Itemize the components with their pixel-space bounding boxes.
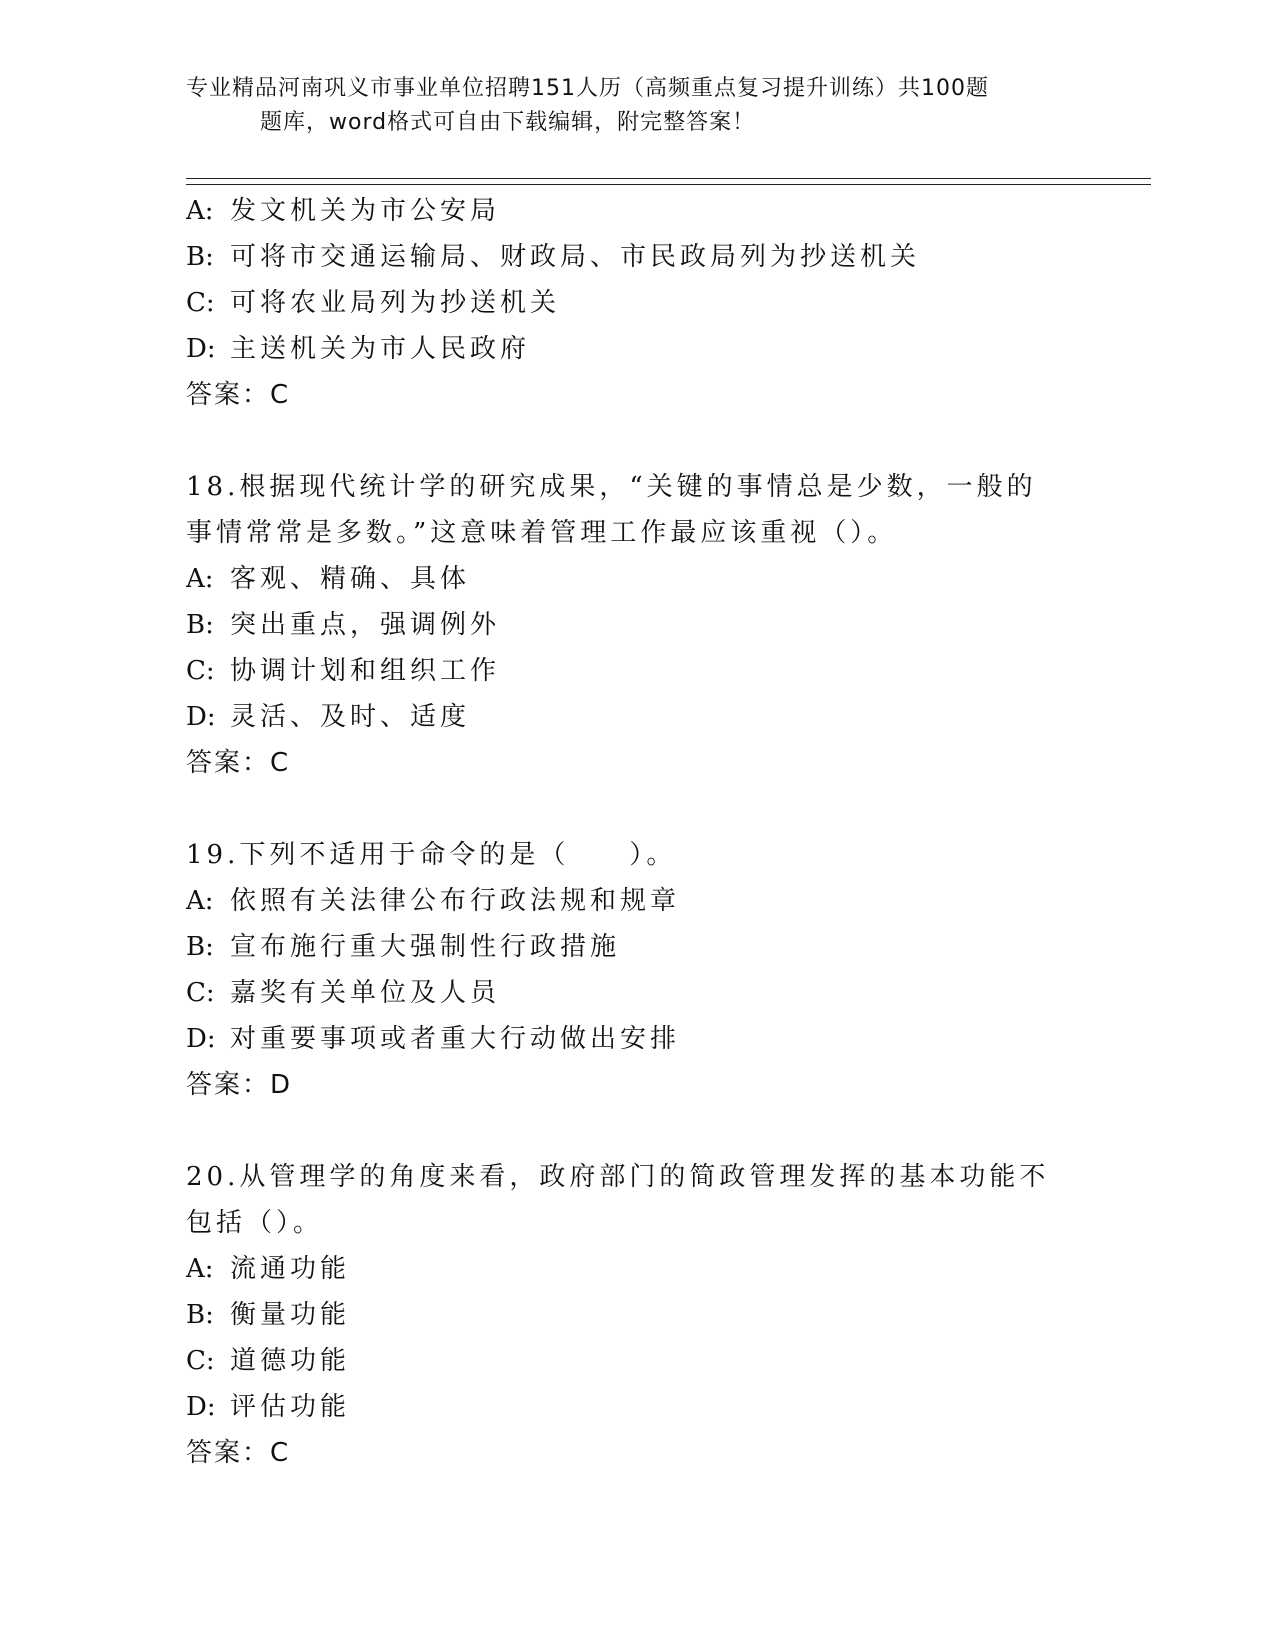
option-key: C: xyxy=(186,656,215,686)
option-key: C: xyxy=(186,1346,215,1376)
option-key: D: xyxy=(186,1392,216,1422)
option-text: 嘉奖有关单位及人员 xyxy=(230,978,501,1008)
option-c xyxy=(186,280,1086,326)
option-d xyxy=(186,326,1086,372)
option-d xyxy=(186,1384,1086,1430)
question-list xyxy=(186,188,1086,1476)
option-key: C: xyxy=(186,978,215,1008)
question-stem: 20.从管理学的角度来看，政府部门的简政管理发挥的基本功能不包括（）。 xyxy=(186,1162,1050,1238)
option-key: A: xyxy=(186,1254,214,1284)
answer-line: 答案：C xyxy=(186,1438,291,1468)
option-c xyxy=(186,1338,1086,1384)
option-c xyxy=(186,648,1086,694)
option-b xyxy=(186,602,1086,648)
option-text: 宣布施行重大强制性行政措施 xyxy=(230,932,621,962)
option-key: D: xyxy=(186,1024,216,1054)
option-text: 衡量功能 xyxy=(230,1300,351,1330)
option-c xyxy=(186,970,1086,1016)
option-a xyxy=(186,188,1086,234)
option-key: A: xyxy=(186,564,214,594)
option-key: B: xyxy=(186,610,214,640)
option-a xyxy=(186,1246,1086,1292)
option-b xyxy=(186,924,1086,970)
header-divider-bottom xyxy=(186,184,1151,185)
question-17-continued xyxy=(186,188,1086,418)
option-text: 主送机关为市人民政府 xyxy=(230,334,531,364)
option-text: 发文机关为市公安局 xyxy=(230,196,501,226)
option-b xyxy=(186,234,1086,280)
header-title-line-1: 专业精品河南巩义市事业单位招聘151人历（高频重点复习提升训练）共100题 xyxy=(186,76,989,101)
option-text: 客观、精确、具体 xyxy=(230,564,471,594)
option-text: 评估功能 xyxy=(230,1392,351,1422)
option-text: 流通功能 xyxy=(230,1254,351,1284)
answer-line: 答案：D xyxy=(186,1070,293,1100)
document-header xyxy=(186,72,1066,140)
question-stem: 18.根据现代统计学的研究成果，“关键的事情总是少数，一般的事情常常是多数。”这意味着管理工作最应该重视（）。 xyxy=(186,472,1037,548)
answer-line: 答案：C xyxy=(186,748,291,778)
option-text: 可将市交通运输局、财政局、市民政局列为抄送机关 xyxy=(230,242,921,272)
option-text: 对重要事项或者重大行动做出安排 xyxy=(230,1024,681,1054)
option-b xyxy=(186,1292,1086,1338)
option-key: A: xyxy=(186,886,214,916)
option-key: C: xyxy=(186,288,215,318)
question-stem: 19.下列不适用于命令的是（ ）。 xyxy=(186,840,677,870)
option-key: B: xyxy=(186,242,214,272)
option-key: A: xyxy=(186,196,214,226)
option-key: B: xyxy=(186,932,214,962)
option-a xyxy=(186,556,1086,602)
option-text: 灵活、及时、适度 xyxy=(230,702,471,732)
option-text: 突出重点，强调例外 xyxy=(230,610,501,640)
question-20 xyxy=(186,1154,1086,1476)
option-text: 道德功能 xyxy=(230,1346,351,1376)
header-title-line-2: 题库，word格式可自由下载编辑，附完整答案！ xyxy=(260,110,756,135)
option-text: 依照有关法律公布行政法规和规章 xyxy=(230,886,681,916)
option-d xyxy=(186,694,1086,740)
option-text: 可将农业局列为抄送机关 xyxy=(230,288,561,318)
question-18 xyxy=(186,464,1086,786)
question-19 xyxy=(186,832,1086,1108)
answer-line: 答案：C xyxy=(186,380,291,410)
option-a xyxy=(186,878,1086,924)
header-divider-top xyxy=(186,178,1151,179)
option-text: 协调计划和组织工作 xyxy=(230,656,501,686)
option-key: D: xyxy=(186,702,216,732)
option-key: D: xyxy=(186,334,216,364)
option-d xyxy=(186,1016,1086,1062)
option-key: B: xyxy=(186,1300,214,1330)
